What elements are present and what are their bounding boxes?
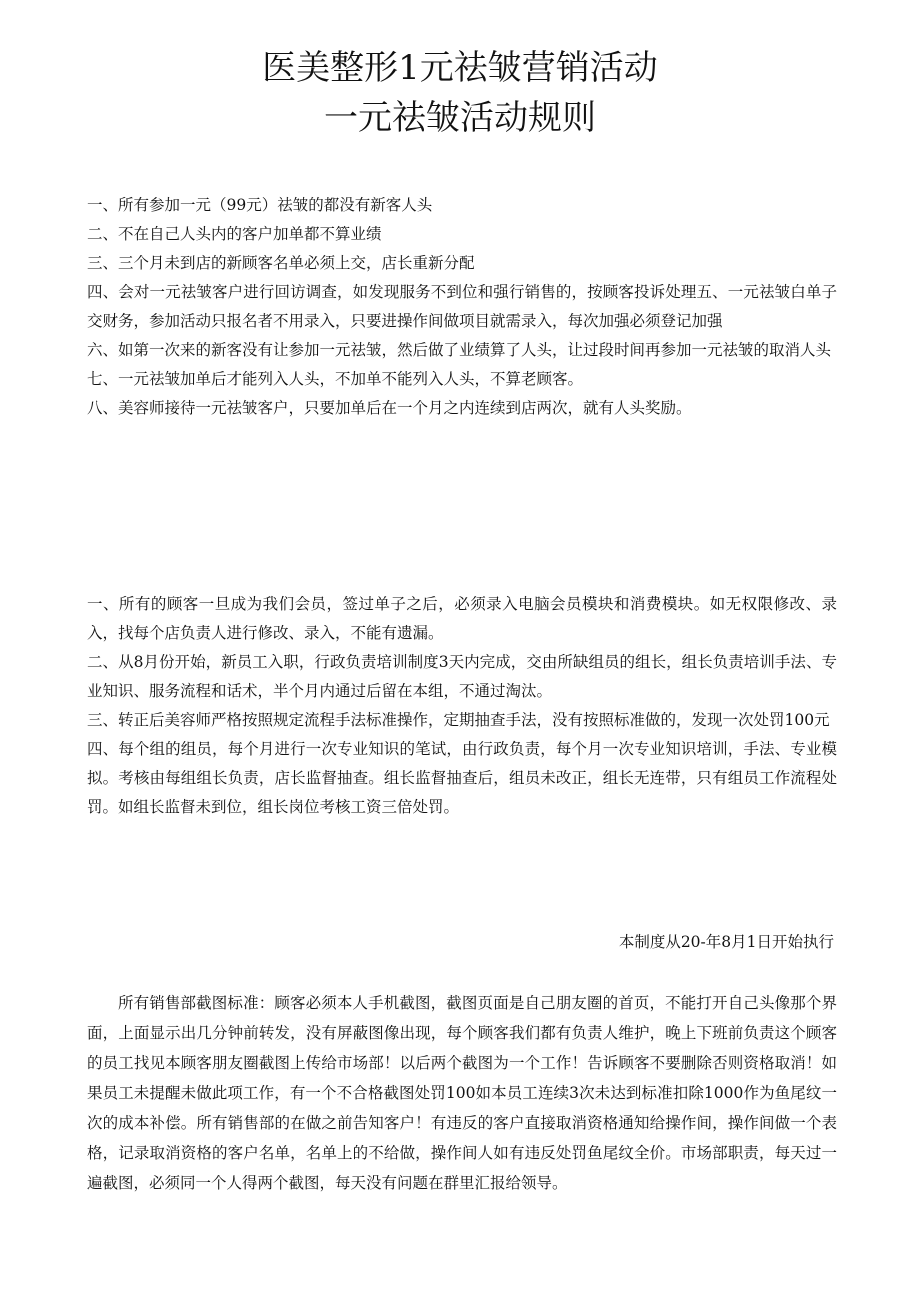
- rule-paragraph: 二、不在自己人头内的客户加单都不算业绩: [87, 225, 382, 243]
- rules-section-two: [87, 590, 837, 822]
- rule-paragraph: 一、所有参加一元（99元）祛皱的都没有新客人头: [87, 196, 433, 214]
- page-subtitle: 一元祛皱活动规则: [324, 98, 596, 138]
- rule-paragraph: 三、三个月未到店的新顾客名单必须上交，店长重新分配: [87, 254, 475, 272]
- rule-paragraph: 一、所有的顾客一旦成为我们会员，签过单子之后，必须录入电脑会员模块和消费模块。如无权限修改、录入，找每个店负责人进行修改、录入，不能有遗漏。: [87, 595, 837, 642]
- rule-paragraph: 三、转正后美容师严格按照规定流程手法标准操作，定期抽查手法，没有按照标准做的，发现一次处罚100元: [87, 711, 830, 729]
- rule-paragraph: 七、一元祛皱加单后才能列入人头，不加单不能列入人头，不算老顾客。: [87, 370, 584, 388]
- rule-paragraph: 四、会对一元祛皱客户进行回访调查，如发现服务不到位和强行销售的，按顾客投诉处理五、一元祛皱白单子交财务，参加活动只报名者不用录入，只要进操作间做项目就需录入，每次加强必须登记加强: [87, 283, 837, 330]
- rule-paragraph: 六、如第一次来的新客没有让参加一元祛皱，然后做了业绩算了人头，让过段时间再参加一元祛皱的取消人头: [87, 341, 832, 359]
- rule-paragraph: 八、美容师接待一元祛皱客户，只要加单后在一个月之内连续到店两次，就有人头奖励。: [87, 399, 692, 417]
- rule-paragraph: 四、每个组的组员，每个月进行一次专业知识的笔试，由行政负责，每个月一次专业知识培训，手法、专业模拟。考核由每组组长负责，店长监督抽查。组长监督抽查后，组员未改正，组长无连带，只有组员工作流程处罚。如组长监督未到位，组长岗位考核工资三倍处罚。: [87, 740, 837, 816]
- page-title: 医美整形1元祛皱营销活动: [262, 48, 658, 88]
- screenshot-standard-paragraph: 所有销售部截图标准：顾客必须本人手机截图，截图页面是自己朋友圈的首页，不能打开自己头像那个界面，上面显示出几分钟前转发，没有屏蔽图像出现，每个顾客我们都有负责人维护，晚上下班前负责这个顾客的员工找见本顾客朋友圈截图上传给市场部！以后两个截图为一个工作！告诉顾客不要删除否则资格取消！如果员工未提醒未做此项工作，有一个不合格截图处罚100如本员工连续3次未达到标准扣除1000作为鱼尾纹一次的成本补偿。所有销售部的在做之前告知客户！有违反的客户直接取消资格通知给操作间，操作间做一个表格，记录取消资格的客户名单，名单上的不给做，操作间人如有违反处罚鱼尾纹全价。市场部职责，每天过一遍截图，必须同一个人得两个截图，每天没有问题在群里汇报给领导。: [87, 994, 837, 1192]
- rules-section-one: [87, 191, 837, 423]
- rule-paragraph: 二、从8月份开始，新员工入职，行政负责培训制度3天内完成，交由所缺组员的组长，组长负责培训手法、专业知识、服务流程和话术，半个月内通过后留在本组，不通过淘汰。: [87, 653, 837, 700]
- effective-date-note: 本制度从20-年8月1日开始执行: [618, 933, 834, 951]
